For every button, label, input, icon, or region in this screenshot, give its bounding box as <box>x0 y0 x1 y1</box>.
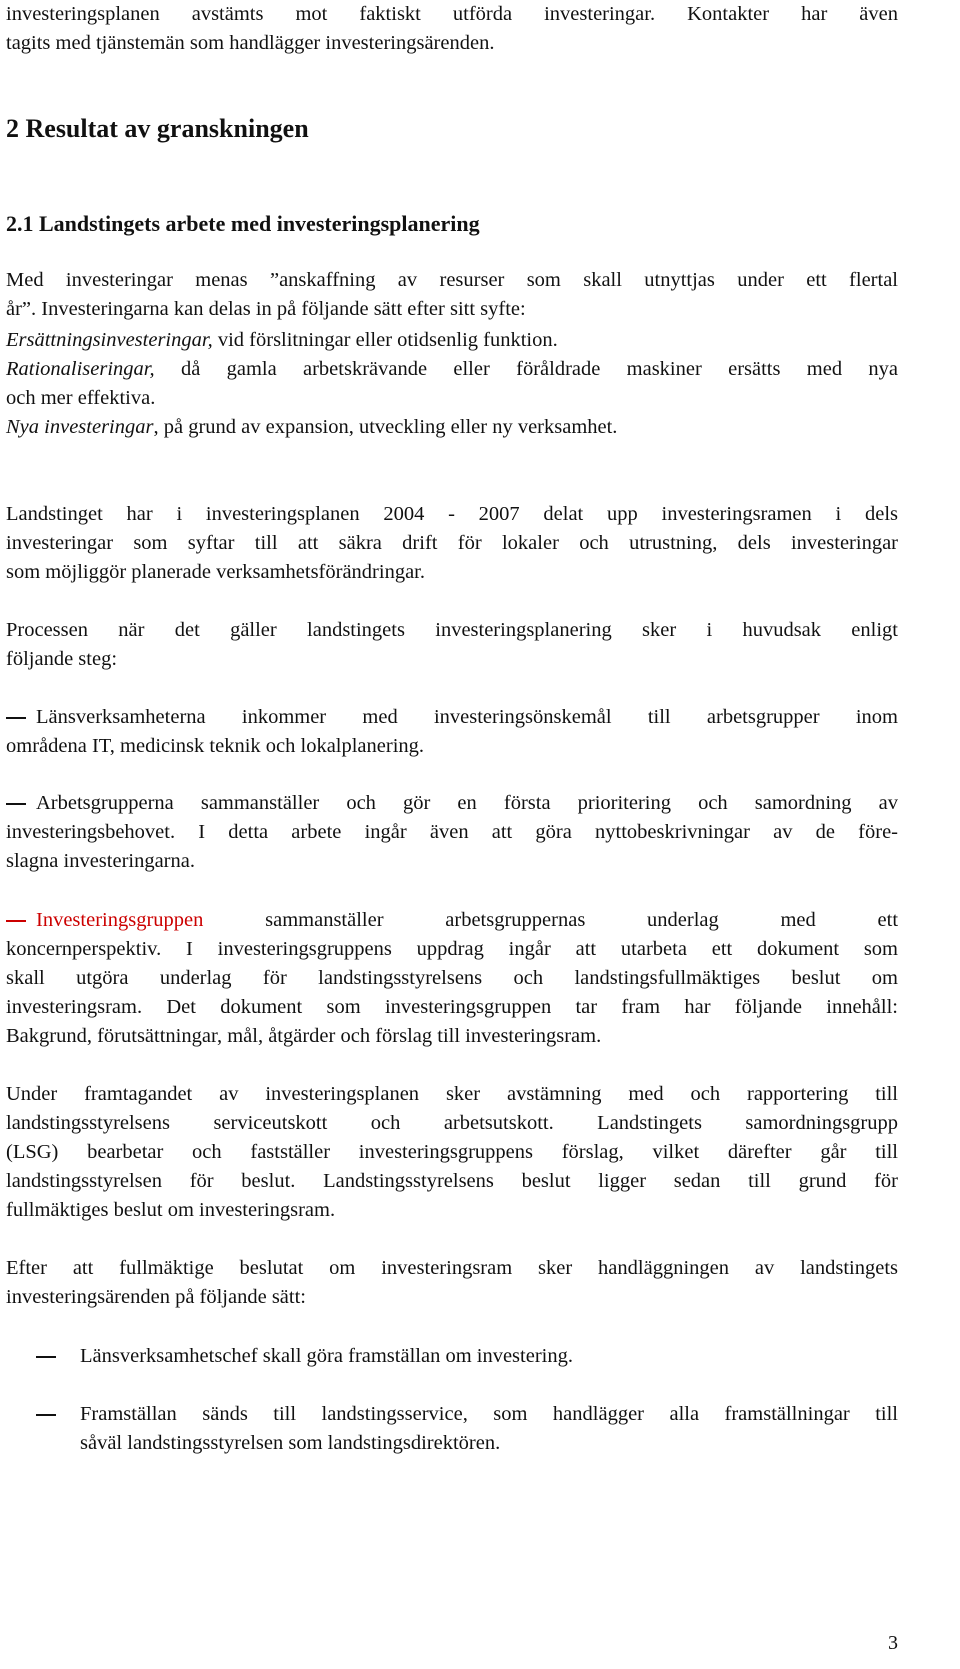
step-line: såväl landstingsstyrelsen som landstingsdirektören. <box>80 1432 501 1454</box>
paragraph-line: som möjliggör planerade verksamhetsförändringar. <box>6 561 425 583</box>
section-heading: 2 Resultat av granskningen <box>6 114 309 143</box>
type-term: Nya investeringar <box>6 416 154 438</box>
paragraph-line: Processen när det gäller landstingets investeringsplanering sker i huvudsak enligt <box>6 619 898 641</box>
step-line <box>6 703 898 732</box>
step-line: investeringsram. Det dokument som investeringsgruppen tar fram har följande innehåll: <box>6 996 898 1018</box>
dash-marker <box>36 1356 56 1358</box>
paragraph-line: landstingsstyrelsens serviceutskott och arbetsutskott. Landstingets samordningsgrupp <box>6 1112 898 1134</box>
type-term: Rationaliseringar, <box>6 358 155 380</box>
paragraph-line: Landstinget har i investeringsplanen 2004 - 2007 delat upp investeringsramen i dels <box>6 503 898 525</box>
under-paragraph <box>6 1080 898 1225</box>
intro-paragraph <box>6 266 898 324</box>
type-item <box>6 355 898 384</box>
dash-marker <box>36 1414 56 1416</box>
type-description: vid förslitningar eller otidsenlig funktion. <box>212 329 558 351</box>
plan-paragraph <box>6 500 898 587</box>
page-number: 3 <box>888 1632 898 1654</box>
step-line: områdena IT, medicinsk teknik och lokalplanering. <box>6 735 425 757</box>
step-text: sammanställer arbetsgruppernas underlag med ett <box>265 909 899 931</box>
process-paragraph <box>6 616 898 674</box>
paragraph-line: Med investeringar menas ”anskaffning av resurser som skall utnyttjas under ett flertal <box>6 269 898 291</box>
paragraph-line: år”. Investeringarna kan delas in på följande sätt efter sitt syfte: <box>6 298 526 320</box>
top-paragraph <box>6 0 898 58</box>
type-item <box>6 326 898 355</box>
type-description: , på grund av expansion, utveckling eller ny verksamhet. <box>153 416 618 438</box>
paragraph-line: investeringsärenden på följande sätt: <box>6 1286 306 1308</box>
paragraph-line: Under framtagandet av investeringsplanen sker avstämning med och rapportering till <box>6 1083 898 1105</box>
step-line: slagna investeringarna. <box>6 850 195 872</box>
dash-marker <box>6 920 26 922</box>
highlighted-term: Investeringsgruppen <box>36 909 204 931</box>
after-paragraph <box>6 1254 898 1312</box>
type-term: Ersättningsinvesteringar, <box>6 329 213 351</box>
step-item <box>6 703 898 761</box>
dash-marker <box>6 803 26 805</box>
step-line: investeringsbehovet. I detta arbete ingår även att göra nyttobeskrivningar av de före- <box>6 821 898 843</box>
step-line: skall utgöra underlag för landstingsstyrelsens och landstingsfullmäktiges beslut om <box>6 967 898 989</box>
paragraph-line: fullmäktiges beslut om investeringsram. <box>6 1199 336 1221</box>
step-line: Bakgrund, förutsättningar, mål, åtgärder och förslag till investeringsram. <box>6 1025 602 1047</box>
paragraph-line: tagits med tjänstemän som handlägger investeringsärenden. <box>6 32 495 54</box>
step-line <box>6 789 898 818</box>
type-item <box>6 413 898 442</box>
handling-step-text <box>80 1342 898 1371</box>
paragraph-line: följande steg: <box>6 648 118 670</box>
handling-step <box>6 1342 898 1371</box>
paragraph-line: (LSG) bearbetar och fastställer investeringsgruppens förslag, vilket därefter går till <box>6 1141 898 1163</box>
step-line: koncernperspektiv. I investeringsgruppens uppdrag ingår att utarbeta ett dokument som <box>6 938 898 960</box>
step-line <box>6 906 898 935</box>
investment-types <box>6 326 898 442</box>
paragraph-line: Efter att fullmäktige beslutat om investeringsram sker handläggningen av landstingets <box>6 1257 898 1279</box>
type-description: då gamla arbetskrävande eller föråldrade maskiner ersätts med nya <box>154 358 898 380</box>
subsection-heading: 2.1 Landstingets arbete med investeringsplanering <box>6 211 480 236</box>
step-item <box>6 789 898 876</box>
paragraph-line: investeringsplanen avstämts mot faktiskt utförda investeringar. Kontakter har även <box>6 3 898 25</box>
step-line: Länsverksamhetschef skall göra framställan om investering. <box>80 1345 573 1367</box>
type-continuation: och mer effektiva. <box>6 387 156 409</box>
step-item-highlighted <box>6 906 898 1051</box>
step-line: Framställan sänds till landstingsservice, som handlägger alla framställningar till <box>80 1403 898 1425</box>
paragraph-line: investeringar som syftar till att säkra drift för lokaler och utrustning, dels investeringar <box>6 532 898 554</box>
handling-step-text <box>80 1400 898 1458</box>
step-text: Länsverksamheterna inkommer med investeringsönskemål till arbetsgrupper inom <box>36 706 898 728</box>
handling-step <box>6 1400 898 1458</box>
dash-marker <box>6 717 26 719</box>
step-text: Arbetsgrupperna sammanställer och gör en första prioritering och samordning av <box>36 792 898 814</box>
paragraph-line: landstingsstyrelsen för beslut. Landstingsstyrelsens beslut ligger sedan till grund för <box>6 1170 898 1192</box>
